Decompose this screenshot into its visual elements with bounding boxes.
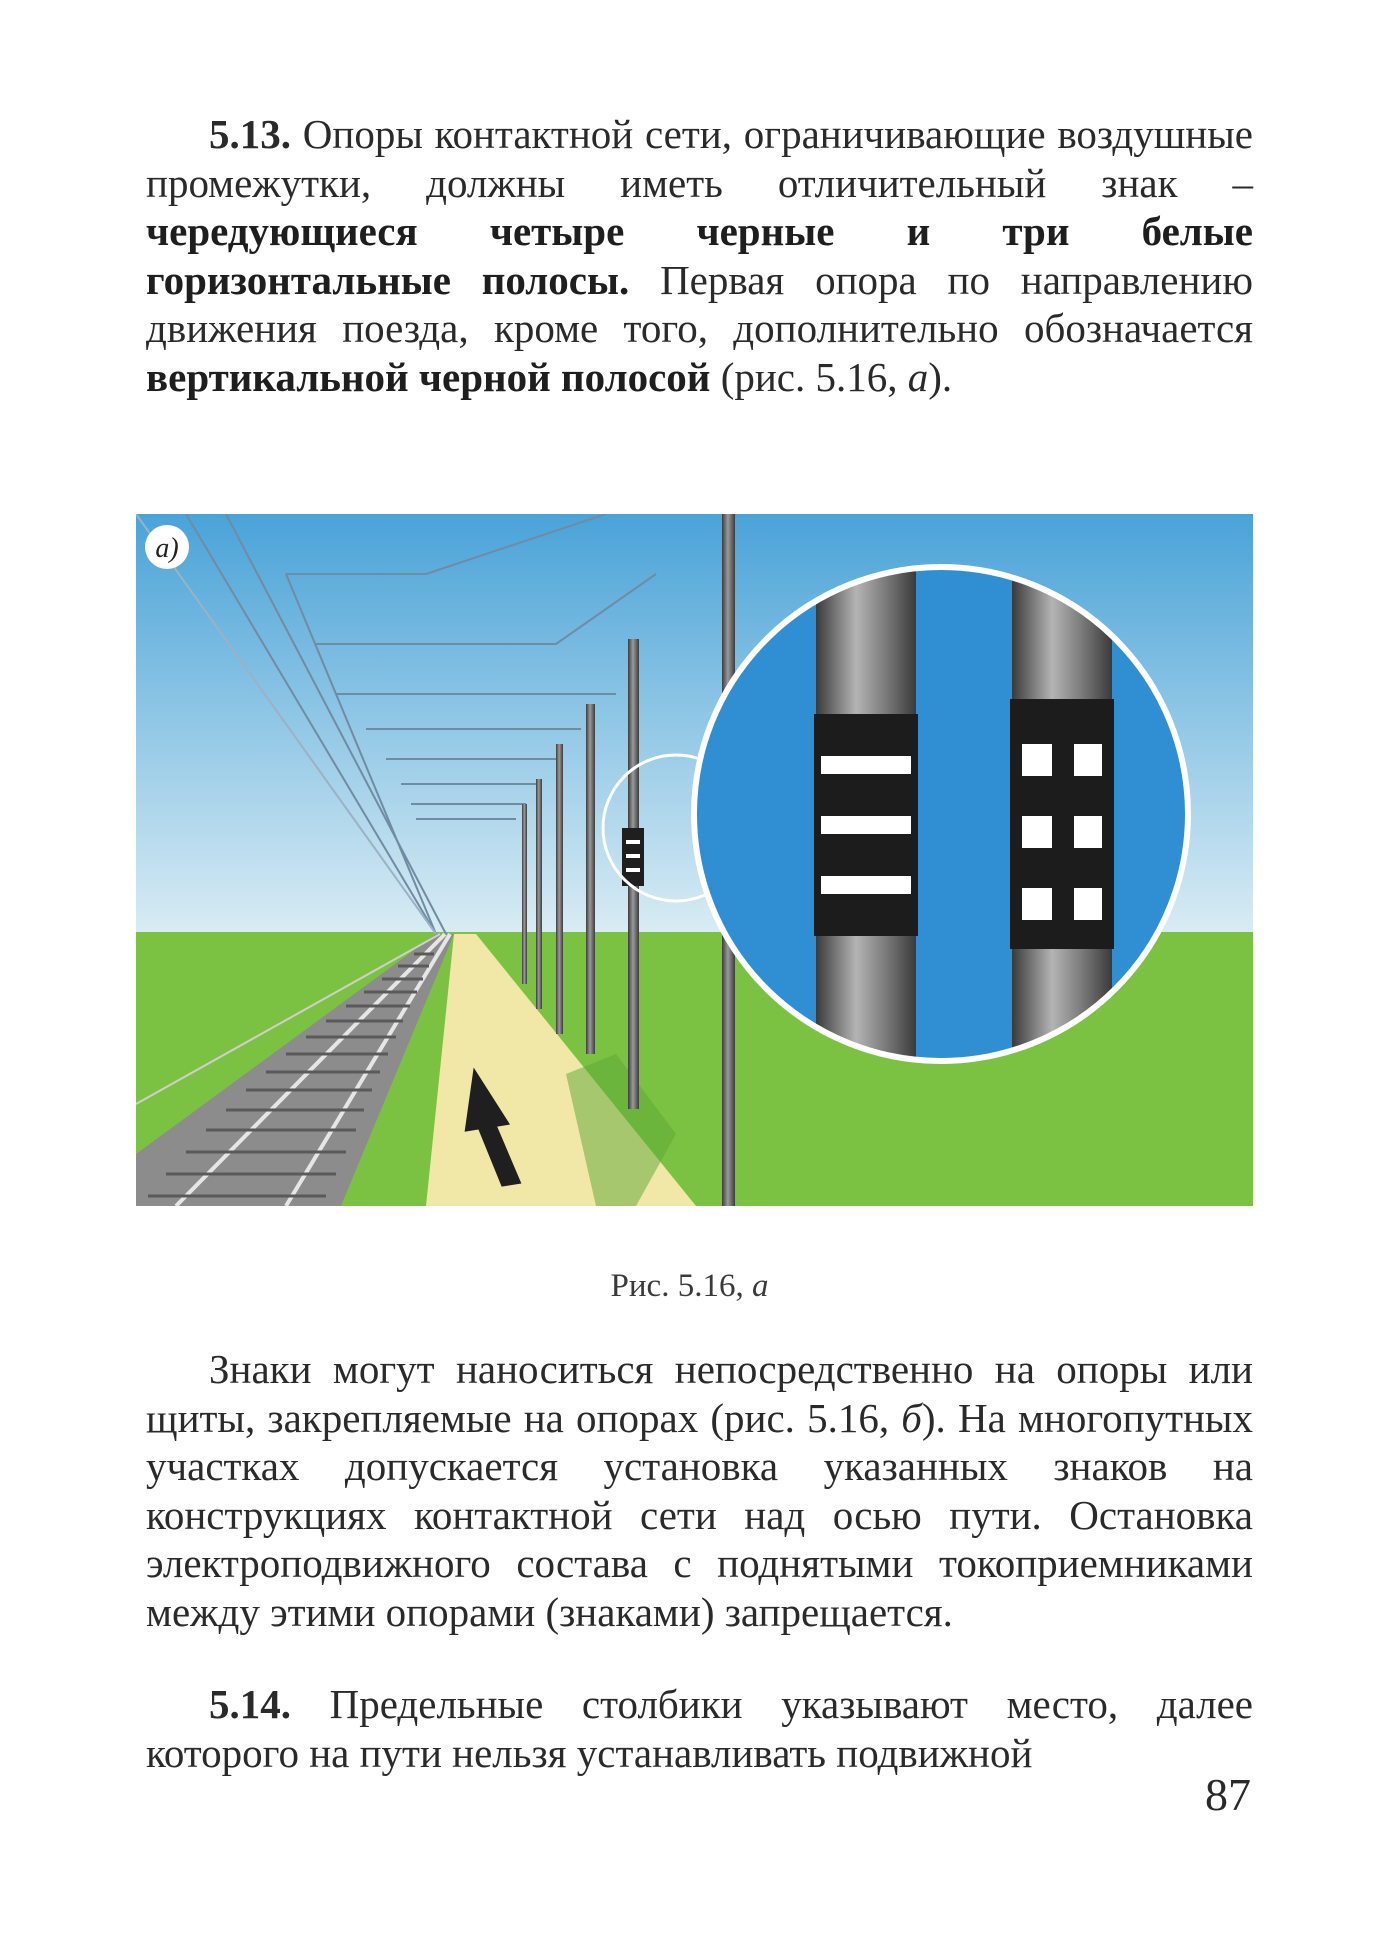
section-5-14 <box>146 1680 1253 1777</box>
body-text: Предельные столбики указывают место, далее которого на пути нельзя устанавливать подвижной <box>146 1681 1253 1776</box>
section-number: 5.13. <box>209 111 291 157</box>
bold-text: вертикальной черной полосой <box>146 353 711 400</box>
body-text: Первая опора по направлению движения поезда, кроме того, дополнительно обозначается <box>146 256 1253 351</box>
section-5-13 <box>146 110 1253 401</box>
body-text: ). <box>928 353 953 400</box>
illustration <box>136 514 1253 1206</box>
figure-caption <box>0 1268 1379 1305</box>
figure-label: а) <box>155 533 179 564</box>
body-text: Знаки могут наноситься непосредственно на опоры или щиты, закрепляемые на опорах (рис. 5.16, <box>146 1346 1253 1441</box>
caption-text: Рис. 5.16, <box>610 1268 752 1304</box>
figure-5-16-a <box>136 514 1253 1206</box>
paragraph-2 <box>146 1345 1253 1636</box>
figure-ref-letter: а <box>907 353 929 400</box>
section-number: 5.14. <box>209 1681 291 1727</box>
figure-ref-letter: б <box>901 1394 922 1441</box>
body-text: Опоры контактной сети, ограничивающие воздушные промежутки, должны иметь отличительный знак – <box>146 111 1253 206</box>
bold-text: чередующиеся четыре черные и три белые горизонтальные полосы. <box>146 208 1253 303</box>
body-text: ). На многопутных участках допускается установка указанных знаков на конструкциях контактной сети над осью пути. Остановка электроподвижного состава с поднятыми токоприемниками между этими опорами (знаками) запрещается. <box>146 1394 1253 1635</box>
page-number: 87 <box>1205 1769 1251 1820</box>
body-text: (рис. 5.16, <box>710 353 908 400</box>
caption-letter: а <box>751 1268 769 1304</box>
